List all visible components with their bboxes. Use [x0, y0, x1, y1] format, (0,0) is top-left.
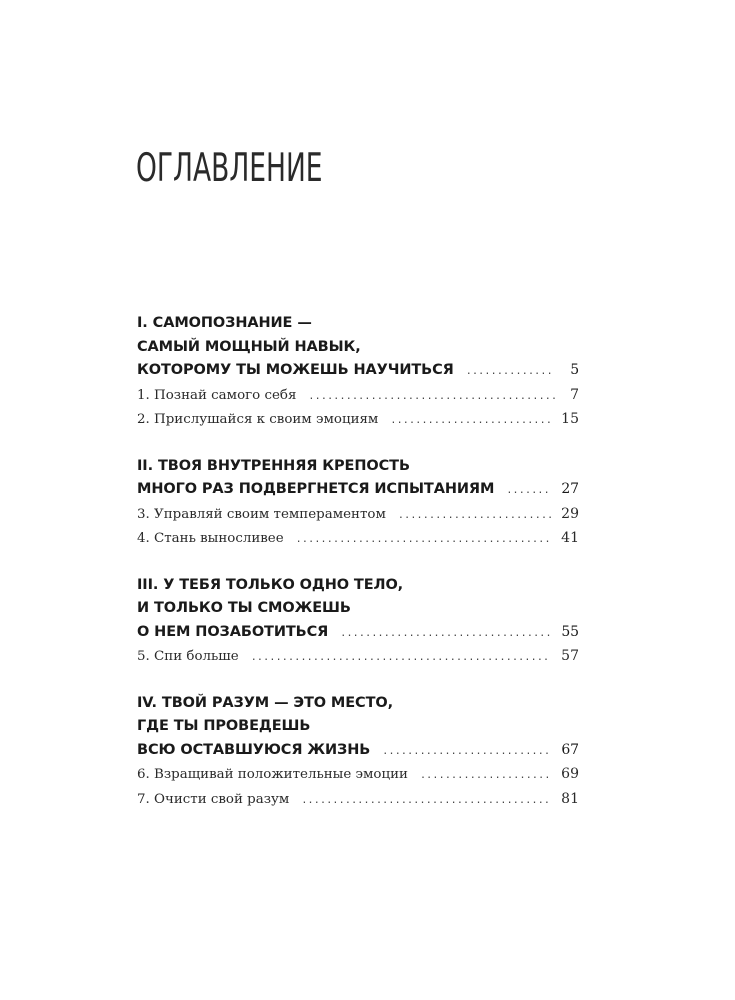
section-entry[interactable]	[137, 478, 579, 503]
section-heading-line: МНОГО РАЗ ПОДВЕРГНЕТСЯ ИСПЫТАНИЯМ	[137, 481, 495, 497]
dot-leader	[251, 646, 551, 670]
chapter-title: 1. Познай самого себя	[137, 387, 297, 403]
section-heading-line: II. ТВОЯ ВНУТРЕННЯЯ КРЕПОСТЬ	[137, 457, 410, 474]
page-number: 67	[561, 741, 579, 758]
chapter-entry[interactable]	[137, 645, 579, 670]
section-heading-line: КОТОРОМУ ТЫ МОЖЕШЬ НАУЧИТЬСЯ	[137, 362, 454, 378]
section-heading-line: САМЫЙ МОЩНЫЙ НАВЫК,	[137, 338, 361, 355]
section-heading-line: ГДЕ ТЫ ПРОВЕДЕШЬ	[137, 718, 311, 734]
section-heading-line: I. САМОПОЗНАНИЕ —	[137, 315, 312, 331]
page-number: 27	[561, 481, 579, 497]
page-title: ОГЛАВЛЕНИЕ	[136, 146, 323, 191]
table-of-contents	[137, 312, 579, 834]
toc-section-1	[137, 312, 579, 433]
chapter-entry[interactable]	[137, 527, 579, 552]
toc-section-3	[137, 574, 579, 670]
chapter-title: 6. Взращивай положительные эмоции	[137, 767, 408, 782]
page-number: 7	[570, 386, 579, 403]
chapter-title: 3. Управляй своим темпераментом	[137, 506, 386, 522]
page-number: 57	[561, 648, 579, 664]
chapter-title: 2. Прислушайся к своим эмоциям	[137, 412, 379, 427]
chapter-entry[interactable]	[137, 408, 579, 433]
chapter-title: 7. Очисти свой разум	[137, 791, 290, 807]
dot-leader	[308, 385, 555, 409]
section-heading-line: IV. ТВОЙ РАЗУМ — ЭТО МЕСТО,	[137, 694, 394, 711]
section-heading-line: И ТОЛЬКО ТЫ СМОЖЕШЬ	[137, 600, 351, 616]
dot-leader	[340, 622, 551, 646]
page-number: 81	[561, 790, 579, 807]
section-heading-line: О НЕМ ПОЗАБОТИТЬСЯ	[137, 623, 329, 640]
dot-leader	[398, 504, 551, 528]
chapter-entry[interactable]	[137, 503, 579, 528]
chapter-entry[interactable]	[137, 384, 579, 409]
page-number: 5	[570, 362, 579, 378]
dot-leader	[382, 740, 551, 764]
dot-leader	[390, 409, 551, 433]
page-number: 55	[561, 623, 579, 640]
section-heading-line: III. У ТЕБЯ ТОЛЬКО ОДНО ТЕЛО,	[137, 576, 404, 593]
chapter-title: 5. Спи больше	[137, 649, 239, 664]
dot-leader	[296, 528, 552, 552]
section-heading-line: ВСЮ ОСТАВШУЮСЯ ЖИЗНЬ	[137, 741, 371, 758]
chapter-entry[interactable]	[137, 788, 579, 813]
page-number: 69	[561, 766, 579, 782]
page-number: 41	[561, 530, 579, 546]
section-entry[interactable]	[137, 739, 579, 764]
toc-section-4	[137, 692, 579, 813]
section-entry[interactable]	[137, 359, 579, 384]
toc-section-2	[137, 455, 579, 552]
section-entry[interactable]	[137, 621, 579, 646]
page-number: 15	[561, 411, 579, 427]
dot-leader	[466, 360, 555, 384]
page-number: 29	[561, 505, 579, 522]
dot-leader	[301, 789, 551, 813]
dot-leader	[506, 479, 551, 503]
dot-leader	[420, 764, 551, 788]
chapter-title: 4. Стань выносливее	[137, 531, 284, 546]
chapter-entry[interactable]	[137, 763, 579, 788]
